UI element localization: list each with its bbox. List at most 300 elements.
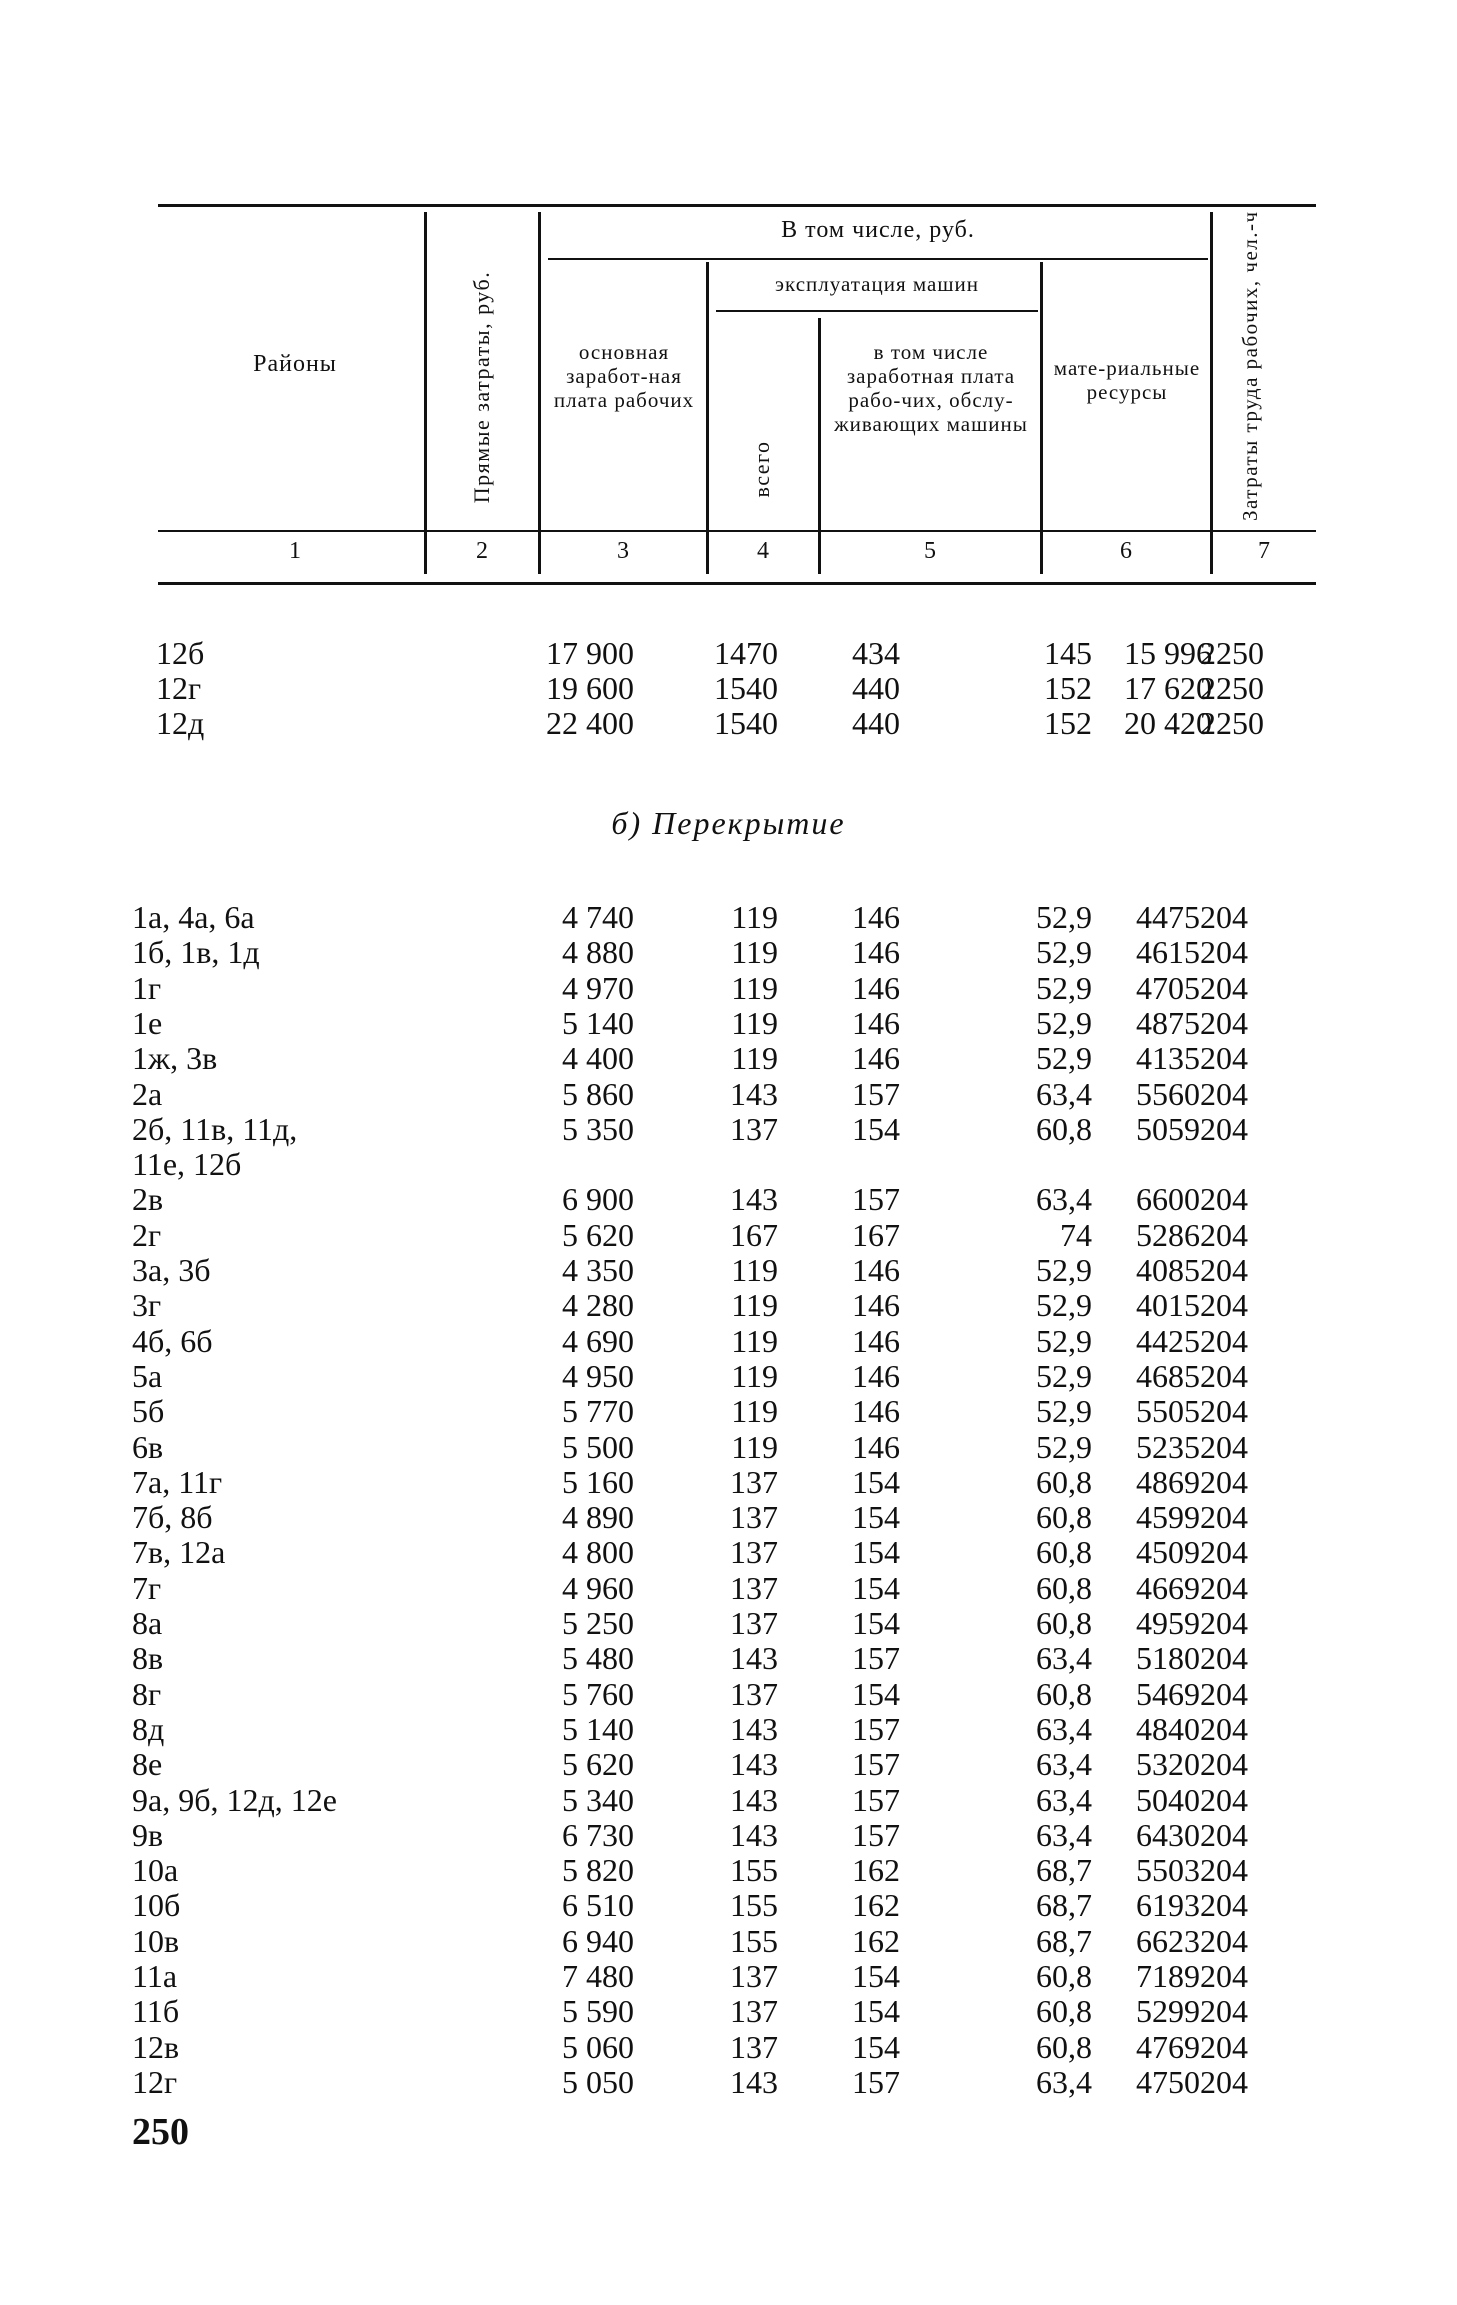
cell-machine-wage: 152 <box>1044 705 1092 741</box>
cell-direct-cost: 17 900 <box>546 635 634 671</box>
cell-base-wage: 143 <box>730 1075 778 1112</box>
cell-materials: 4750 <box>1136 2063 1200 2100</box>
cell-machine-wage: 60,8 <box>1036 1569 1092 1606</box>
cell-materials: 5469 <box>1136 1675 1200 1712</box>
cell-base-wage: 137 <box>730 1958 778 1994</box>
cell-district: 8е <box>132 1746 163 1783</box>
cell-machine-total: 154 <box>852 1993 900 2030</box>
table-row <box>120 1182 1320 1217</box>
cell-district: 6в <box>132 1428 164 1465</box>
cell-district: 12в <box>132 2028 180 2065</box>
cell-base-wage: 137 <box>730 1499 778 1536</box>
cell-base-wage: 143 <box>730 1710 778 1747</box>
cell-labor-hours: 204 <box>1200 899 1248 935</box>
cell-machine-total: 162 <box>852 1852 900 1889</box>
cell-direct-cost: 4 800 <box>562 1534 634 1571</box>
cell-direct-cost: 5 160 <box>562 1463 634 1500</box>
cell-direct-cost: 6 940 <box>562 1922 634 1959</box>
cell-machine-wage: 145 <box>1044 635 1092 671</box>
cell-machine-total: 146 <box>852 1004 900 1041</box>
cell-materials: 4959 <box>1136 1605 1200 1641</box>
cell-district: 3г <box>132 1287 162 1324</box>
cell-base-wage: 119 <box>731 1004 778 1041</box>
cell-materials: 4705 <box>1136 969 1200 1006</box>
column-number-7: 7 <box>1258 538 1270 564</box>
cell-direct-cost: 4 970 <box>562 969 634 1006</box>
cell-direct-cost: 4 740 <box>562 899 634 935</box>
cell-base-wage: 137 <box>730 1463 778 1500</box>
cell-district: 8г <box>132 1675 162 1712</box>
cell-labor-hours: 2250 <box>1200 705 1264 741</box>
cell-district: 1б, 1в, 1д <box>132 934 260 971</box>
cell-district: 8а <box>132 1605 163 1641</box>
cell-materials: 4769 <box>1136 2028 1200 2065</box>
cell-materials: 15 996 <box>1124 635 1212 671</box>
cell-labor-hours: 204 <box>1200 1922 1248 1959</box>
cell-materials: 5180 <box>1136 1640 1200 1677</box>
cell-labor-hours: 204 <box>1200 1710 1248 1747</box>
cell-base-wage: 143 <box>730 1816 778 1853</box>
cell-machine-total: 157 <box>852 2063 900 2100</box>
top-rows <box>120 636 1320 746</box>
cell-machine-wage: 52,9 <box>1036 934 1092 971</box>
cell-district: 11б <box>132 1993 180 2030</box>
cell-base-wage: 143 <box>730 1746 778 1783</box>
cell-district: 8в <box>132 1640 164 1677</box>
cell-direct-cost: 19 600 <box>546 670 634 706</box>
cell-materials: 7189 <box>1136 1958 1200 1994</box>
table-row <box>120 1853 1320 1888</box>
cell-district: 7г <box>132 1569 162 1606</box>
cell-machine-wage: 63,4 <box>1036 1710 1092 1747</box>
cell-machine-wage: 63,4 <box>1036 1640 1092 1677</box>
cell-machine-total: 154 <box>852 1569 900 1606</box>
cell-machine-wage: 152 <box>1044 670 1092 706</box>
divider-2 <box>538 212 541 574</box>
cell-machine-total: 162 <box>852 1887 900 1924</box>
cell-base-wage: 137 <box>730 1534 778 1571</box>
cell-machine-total: 146 <box>852 934 900 971</box>
cell-machine-wage: 60,8 <box>1036 1499 1092 1536</box>
cell-machine-wage: 68,7 <box>1036 1887 1092 1924</box>
cell-labor-hours: 204 <box>1200 1499 1248 1536</box>
cell-machine-total: 146 <box>852 1393 900 1430</box>
cell-base-wage: 137 <box>730 2028 778 2065</box>
cell-base-wage: 119 <box>731 1252 778 1288</box>
cell-district: 7в, 12а <box>132 1534 226 1571</box>
cell-direct-cost: 4 350 <box>562 1252 634 1288</box>
cell-direct-cost: 5 620 <box>562 1746 634 1783</box>
cell-base-wage: 119 <box>731 1357 778 1394</box>
cell-base-wage: 119 <box>731 899 778 935</box>
table-row <box>120 1006 1320 1041</box>
cell-labor-hours: 204 <box>1200 1534 1248 1571</box>
table-row <box>120 1959 1320 1994</box>
column-number-6: 6 <box>1120 538 1132 564</box>
cell-machine-wage: 60,8 <box>1036 2028 1092 2065</box>
cell-direct-cost: 4 280 <box>562 1287 634 1324</box>
cell-direct-cost: 22 400 <box>546 705 634 741</box>
cell-base-wage: 155 <box>730 1852 778 1889</box>
cell-labor-hours: 204 <box>1200 1781 1248 1818</box>
cell-machine-total: 146 <box>852 1287 900 1324</box>
cell-direct-cost: 4 690 <box>562 1322 634 1359</box>
cell-materials: 6430 <box>1136 1816 1200 1853</box>
cell-materials: 4509 <box>1136 1534 1200 1571</box>
cell-base-wage: 1540 <box>714 705 778 741</box>
cell-machine-wage: 60,8 <box>1036 1463 1092 1500</box>
cell-machine-total: 154 <box>852 2028 900 2065</box>
cell-materials: 5560 <box>1136 1075 1200 1112</box>
cell-machine-wage: 52,9 <box>1036 899 1092 935</box>
cell-machine-wage: 74 <box>1060 1216 1092 1253</box>
cell-district: 1е <box>132 1004 163 1041</box>
cell-base-wage: 143 <box>730 2063 778 2100</box>
cell-direct-cost: 5 760 <box>562 1675 634 1712</box>
cell-district: 2г <box>132 1216 162 1253</box>
cell-materials: 4475 <box>1136 899 1200 935</box>
cell-materials: 6600 <box>1136 1181 1200 1218</box>
cell-labor-hours: 204 <box>1200 969 1248 1006</box>
cell-machine-total: 157 <box>852 1710 900 1747</box>
table-row <box>120 1288 1320 1323</box>
cell-direct-cost: 5 770 <box>562 1393 634 1430</box>
cell-labor-hours: 204 <box>1200 1357 1248 1394</box>
cell-materials: 4085 <box>1136 1252 1200 1288</box>
table-row <box>120 1606 1320 1641</box>
cell-machine-total: 154 <box>852 1499 900 1536</box>
cell-base-wage: 119 <box>731 934 778 971</box>
cell-materials: 4135 <box>1136 1040 1200 1077</box>
table-row <box>120 706 1320 741</box>
table-row <box>120 1783 1320 1818</box>
cell-direct-cost: 5 140 <box>562 1004 634 1041</box>
column-number-3: 3 <box>617 538 629 564</box>
cell-machine-wage: 63,4 <box>1036 1781 1092 1818</box>
cell-district: 8д <box>132 1710 165 1747</box>
cell-district: 2а <box>132 1075 163 1112</box>
cell-direct-cost: 5 500 <box>562 1428 634 1465</box>
cell-labor-hours: 204 <box>1200 1216 1248 1253</box>
cell-district: 12г <box>132 2063 178 2100</box>
divider-4 <box>818 318 821 574</box>
cell-machine-wage: 63,4 <box>1036 1746 1092 1783</box>
cell-labor-hours: 204 <box>1200 1746 1248 1783</box>
cell-materials: 5505 <box>1136 1393 1200 1430</box>
cell-base-wage: 137 <box>730 1110 778 1147</box>
cell-base-wage: 167 <box>730 1216 778 1253</box>
cell-direct-cost: 4 880 <box>562 934 634 971</box>
cell-base-wage: 119 <box>731 969 778 1006</box>
cell-base-wage: 137 <box>730 1993 778 2030</box>
cell-direct-cost: 5 140 <box>562 1710 634 1747</box>
table-row <box>120 1712 1320 1747</box>
cell-direct-cost: 5 050 <box>562 2063 634 2100</box>
cell-labor-hours: 204 <box>1200 1675 1248 1712</box>
cell-machine-total: 440 <box>852 670 900 706</box>
cell-direct-cost: 5 350 <box>562 1110 634 1147</box>
cell-base-wage: 137 <box>730 1605 778 1641</box>
cell-materials: 4685 <box>1136 1357 1200 1394</box>
cell-district: 12д <box>156 705 205 741</box>
cell-labor-hours: 204 <box>1200 1252 1248 1288</box>
cell-machine-total: 157 <box>852 1181 900 1218</box>
table-row <box>120 1430 1320 1465</box>
cell-labor-hours: 204 <box>1200 1004 1248 1041</box>
cell-machine-wage: 63,4 <box>1036 1181 1092 1218</box>
cell-direct-cost: 4 400 <box>562 1040 634 1077</box>
cell-machine-wage: 52,9 <box>1036 969 1092 1006</box>
cell-base-wage: 155 <box>730 1922 778 1959</box>
cell-labor-hours: 204 <box>1200 1605 1248 1641</box>
page-number: 250 <box>132 2111 189 2153</box>
cell-machine-total: 146 <box>852 1040 900 1077</box>
cell-base-wage: 1540 <box>714 670 778 706</box>
cell-direct-cost: 5 590 <box>562 1993 634 2030</box>
cell-machine-wage: 60,8 <box>1036 1958 1092 1994</box>
table-row <box>120 1359 1320 1394</box>
group-rule <box>548 258 1208 260</box>
cell-labor-hours: 204 <box>1200 1040 1248 1077</box>
column-number-1: 1 <box>289 538 301 564</box>
cell-machine-wage: 52,9 <box>1036 1252 1092 1288</box>
cell-labor-hours: 204 <box>1200 1993 1248 2030</box>
cell-base-wage: 119 <box>731 1393 778 1430</box>
cell-machine-total: 157 <box>852 1075 900 1112</box>
cell-materials: 5299 <box>1136 1993 1200 2030</box>
cell-machine-wage: 60,8 <box>1036 1110 1092 1147</box>
top-rule <box>158 204 1316 207</box>
cell-district: 9а, 9б, 12д, 12е <box>132 1781 337 1818</box>
divider-1 <box>424 212 427 574</box>
cell-direct-cost: 4 960 <box>562 1569 634 1606</box>
cell-machine-wage: 63,4 <box>1036 2063 1092 2100</box>
cell-machine-total: 146 <box>852 1252 900 1288</box>
cell-machine-total: 146 <box>852 899 900 935</box>
cell-machine-wage: 52,9 <box>1036 1357 1092 1394</box>
cell-labor-hours: 204 <box>1200 1393 1248 1430</box>
cell-machine-total: 157 <box>852 1746 900 1783</box>
header-col7: Затраты труда рабочих, чел.-ч <box>1238 210 1262 521</box>
table-row <box>120 636 1320 671</box>
table-row <box>120 1324 1320 1359</box>
cell-machine-wage: 52,9 <box>1036 1322 1092 1359</box>
cell-labor-hours: 204 <box>1200 2063 1248 2100</box>
table-row <box>120 1500 1320 1535</box>
header-col2: Прямые затраты, руб. <box>469 270 494 504</box>
cell-machine-total: 162 <box>852 1922 900 1959</box>
cell-base-wage: 155 <box>730 1887 778 1924</box>
cell-district: 1г <box>132 969 162 1006</box>
cell-district: 10а <box>132 1852 179 1889</box>
table-row <box>120 900 1320 935</box>
cell-base-wage: 1470 <box>714 635 778 671</box>
cell-machine-wage: 60,8 <box>1036 1605 1092 1641</box>
table-row <box>120 1253 1320 1288</box>
table-row <box>120 935 1320 970</box>
cell-labor-hours: 204 <box>1200 1569 1248 1606</box>
cell-machine-total: 154 <box>852 1463 900 1500</box>
cell-materials: 4669 <box>1136 1569 1200 1606</box>
cell-machine-wage: 60,8 <box>1036 1534 1092 1571</box>
cell-base-wage: 143 <box>730 1181 778 1218</box>
cell-machine-total: 154 <box>852 1110 900 1147</box>
cell-base-wage: 137 <box>730 1569 778 1606</box>
cell-materials: 4615 <box>1136 934 1200 971</box>
cell-materials: 4599 <box>1136 1499 1200 1536</box>
cell-materials: 5286 <box>1136 1216 1200 1253</box>
cell-materials: 17 620 <box>1124 670 1212 706</box>
divider-6 <box>1210 212 1213 574</box>
cell-direct-cost: 5 620 <box>562 1216 634 1253</box>
cell-machine-wage: 60,8 <box>1036 1993 1092 2030</box>
header-col6: мате-риальные ресурсы <box>1053 356 1201 404</box>
cell-direct-cost: 5 340 <box>562 1781 634 1818</box>
cell-direct-cost: 6 510 <box>562 1887 634 1924</box>
cell-materials: 5040 <box>1136 1781 1200 1818</box>
cell-district: 1ж, 3в <box>132 1040 218 1077</box>
cell-machine-wage: 60,8 <box>1036 1675 1092 1712</box>
table-row <box>120 1535 1320 1570</box>
cell-labor-hours: 204 <box>1200 2028 1248 2065</box>
cell-labor-hours: 204 <box>1200 1428 1248 1465</box>
cell-materials: 6193 <box>1136 1887 1200 1924</box>
cell-direct-cost: 6 900 <box>562 1181 634 1218</box>
table-row <box>120 1571 1320 1606</box>
cell-machine-wage: 52,9 <box>1036 1004 1092 1041</box>
cell-direct-cost: 4 950 <box>562 1357 634 1394</box>
table-row <box>120 1465 1320 1500</box>
table-row <box>120 671 1320 706</box>
cell-materials: 4875 <box>1136 1004 1200 1041</box>
cell-district: 9в <box>132 1816 164 1853</box>
header-group-title: В том числе, руб. <box>781 217 975 243</box>
table-row <box>120 1747 1320 1782</box>
cell-district: 7б, 8б <box>132 1499 213 1536</box>
table-row <box>120 1888 1320 1923</box>
cell-materials: 5503 <box>1136 1852 1200 1889</box>
cell-machine-wage: 68,7 <box>1036 1852 1092 1889</box>
cell-labor-hours: 204 <box>1200 1322 1248 1359</box>
cell-machine-total: 146 <box>852 969 900 1006</box>
cell-materials: 5235 <box>1136 1428 1200 1465</box>
cell-labor-hours: 204 <box>1200 934 1248 971</box>
cell-labor-hours: 2250 <box>1200 670 1264 706</box>
cell-machine-total: 154 <box>852 1675 900 1712</box>
cell-labor-hours: 204 <box>1200 1640 1248 1677</box>
cell-machine-wage: 52,9 <box>1036 1428 1092 1465</box>
cell-base-wage: 119 <box>731 1287 778 1324</box>
cell-machine-wage: 68,7 <box>1036 1922 1092 1959</box>
cell-district: 11а <box>132 1958 178 1994</box>
cell-base-wage: 119 <box>731 1322 778 1359</box>
cell-materials: 20 420 <box>1124 705 1212 741</box>
cell-base-wage: 119 <box>731 1040 778 1077</box>
table-row <box>120 1818 1320 1853</box>
cell-labor-hours: 204 <box>1200 1110 1248 1147</box>
header-col4: всего <box>749 440 774 498</box>
cell-materials: 6623 <box>1136 1922 1200 1959</box>
cell-labor-hours: 204 <box>1200 1463 1248 1500</box>
table-row <box>120 971 1320 1006</box>
cell-materials: 4840 <box>1136 1710 1200 1747</box>
cell-district: 10в <box>132 1922 180 1959</box>
cell-direct-cost: 5 860 <box>562 1075 634 1112</box>
header-col5: в том числе заработная плата рабо-чих, обслу-живающих машины <box>834 340 1028 436</box>
cell-machine-total: 167 <box>852 1216 900 1253</box>
cell-district: 7а, 11г <box>132 1463 223 1500</box>
cell-district: 12г <box>156 670 202 706</box>
cell-machine-total: 440 <box>852 705 900 741</box>
cell-direct-cost: 7 480 <box>562 1958 634 1994</box>
cell-direct-cost: 5 060 <box>562 2028 634 2065</box>
cell-materials: 5320 <box>1136 1746 1200 1783</box>
column-number-5: 5 <box>924 538 936 564</box>
cell-materials: 4869 <box>1136 1463 1200 1500</box>
cell-district: 11е, 12б <box>132 1146 242 1183</box>
cell-district: 12б <box>156 635 205 671</box>
cell-machine-total: 157 <box>852 1816 900 1853</box>
cell-machine-wage: 52,9 <box>1036 1287 1092 1324</box>
table-row <box>120 1112 1320 1147</box>
cell-district: 4б, 6б <box>132 1322 213 1359</box>
cell-machine-total: 154 <box>852 1958 900 1994</box>
header-col1: Районы <box>253 351 337 377</box>
table-row <box>120 1218 1320 1253</box>
cell-district: 2в <box>132 1181 164 1218</box>
cell-district: 5а <box>132 1357 163 1394</box>
cell-labor-hours: 204 <box>1200 1816 1248 1853</box>
table-row <box>120 1147 1320 1182</box>
cell-base-wage: 143 <box>730 1781 778 1818</box>
cell-machine-total: 157 <box>852 1781 900 1818</box>
cell-base-wage: 143 <box>730 1640 778 1677</box>
cell-materials: 4425 <box>1136 1322 1200 1359</box>
section-title: б) Перекрытие <box>611 805 846 841</box>
cell-machine-total: 146 <box>852 1357 900 1394</box>
divider-3 <box>706 262 709 574</box>
table-row <box>120 1994 1320 2029</box>
cell-machine-total: 154 <box>852 1605 900 1641</box>
numbers-rule <box>158 530 1316 532</box>
cell-base-wage: 119 <box>731 1428 778 1465</box>
cell-labor-hours: 204 <box>1200 1958 1248 1994</box>
exploitation-rule <box>716 310 1038 312</box>
cell-machine-total: 146 <box>852 1322 900 1359</box>
cell-machine-wage: 52,9 <box>1036 1040 1092 1077</box>
cell-district: 2б, 11в, 11д, <box>132 1110 298 1147</box>
cell-base-wage: 137 <box>730 1675 778 1712</box>
cell-labor-hours: 204 <box>1200 1887 1248 1924</box>
cell-labor-hours: 204 <box>1200 1181 1248 1218</box>
cell-district: 10б <box>132 1887 181 1924</box>
cell-district: 1а, 4а, 6а <box>132 899 255 935</box>
cell-machine-wage: 63,4 <box>1036 1816 1092 1853</box>
cell-machine-wage: 63,4 <box>1036 1075 1092 1112</box>
cell-direct-cost: 4 890 <box>562 1499 634 1536</box>
column-number-4: 4 <box>757 538 769 564</box>
cell-labor-hours: 204 <box>1200 1852 1248 1889</box>
table-row <box>120 2065 1320 2100</box>
header-bottom-rule <box>158 582 1316 585</box>
cell-materials: 5059 <box>1136 1110 1200 1147</box>
cell-district: 3а, 3б <box>132 1252 211 1288</box>
header-col3: основная заработ-ная плата рабочих <box>553 340 695 412</box>
table-row <box>120 1041 1320 1076</box>
table-row <box>120 1077 1320 1112</box>
cell-machine-total: 154 <box>852 1534 900 1571</box>
cell-labor-hours: 204 <box>1200 1075 1248 1112</box>
